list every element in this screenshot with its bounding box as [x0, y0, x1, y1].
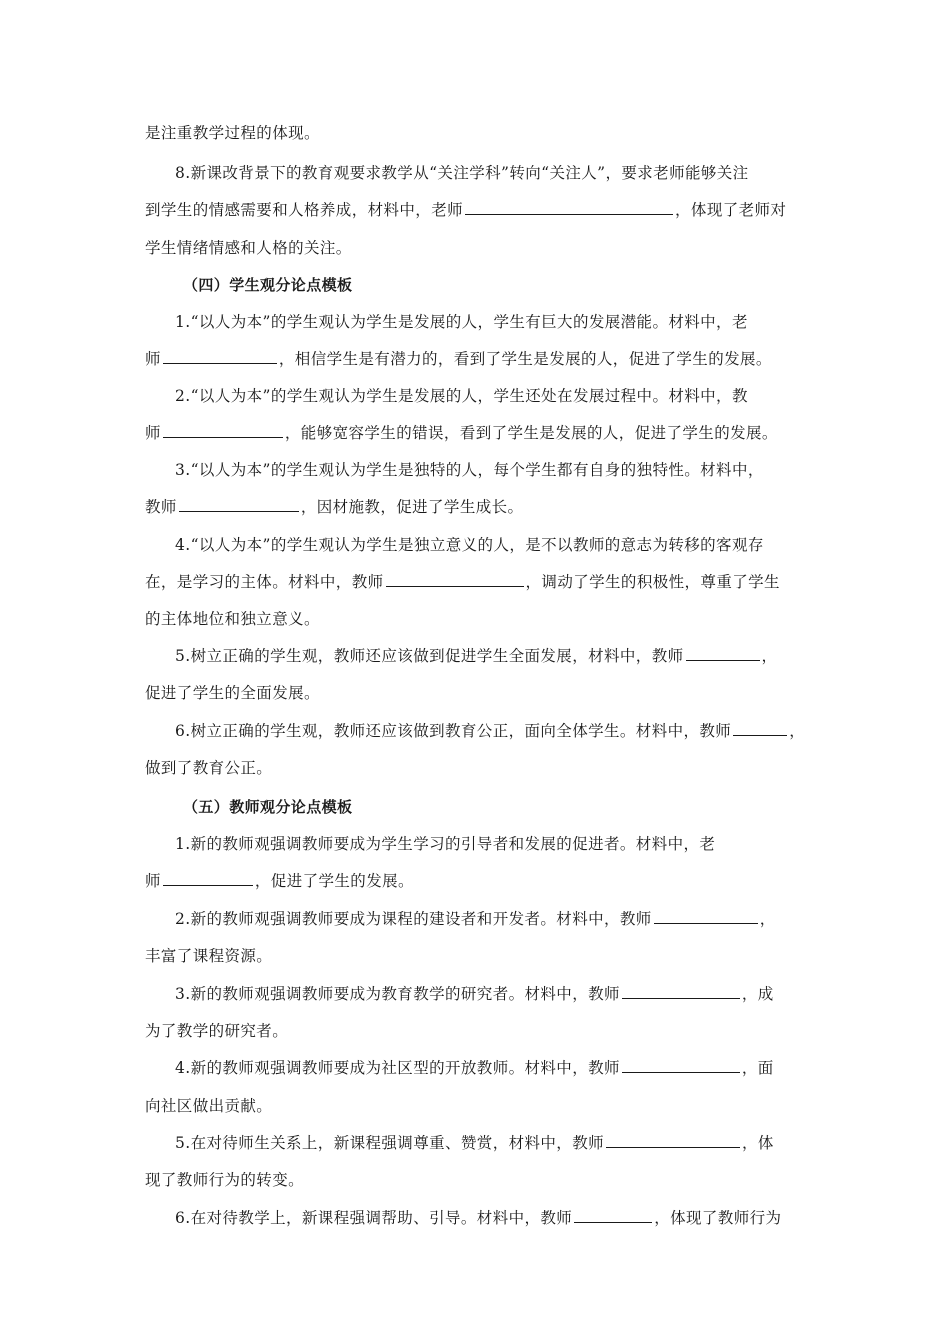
fill-in-blank[interactable] — [733, 719, 787, 736]
heading-text: （五）教师观分论点模板 — [183, 798, 353, 816]
text: 为了教学的研究者。 — [145, 1022, 289, 1040]
text: ， — [789, 722, 806, 740]
paragraph-line — [175, 982, 810, 1006]
fill-in-blank[interactable] — [686, 644, 760, 661]
paragraph-line — [145, 756, 810, 780]
text: 3.新的教师观强调教师要成为教育教学的研究者。材料中，教师 — [175, 985, 620, 1003]
paragraph-line — [145, 1168, 810, 1192]
fill-in-blank[interactable] — [163, 347, 277, 364]
paragraph-line — [145, 421, 810, 445]
text: ，体 — [742, 1134, 774, 1152]
text: 5.树立正确的学生观，教师还应该做到促进学生全面发展，材料中，教师 — [175, 647, 684, 665]
text: ，相信学生是有潜力的，看到了学生是发展的人，促进了学生的发展。 — [278, 350, 772, 368]
text: ， — [761, 647, 778, 665]
text: ，因材施教，促进了学生成长。 — [300, 498, 524, 516]
text: 到学生的情感需要和人格养成，材料中，老师 — [145, 201, 464, 219]
text: 1.“以人为本”的学生观认为学生是发展的人，学生有巨大的发展潜能。材料中，老 — [175, 313, 748, 331]
text: 4.“以人为本”的学生观认为学生是独立意义的人，是不以教师的意志为转移的客观存 — [175, 536, 764, 554]
text: 6.在对待教学上，新课程强调帮助、引导。材料中，教师 — [175, 1209, 573, 1227]
text: ， — [759, 910, 776, 928]
paragraph-line — [175, 907, 810, 931]
text: 师 — [145, 350, 161, 368]
paragraph-line — [145, 198, 810, 222]
paragraph-line — [175, 384, 810, 408]
text: 5.在对待师生关系上，新课程强调尊重、赞赏，材料中，教师 — [175, 1134, 604, 1152]
text: 教师 — [145, 498, 177, 516]
text: ，调动了学生的积极性，尊重了学生 — [525, 573, 780, 591]
paragraph-line — [175, 719, 810, 743]
text: 2.新的教师观强调教师要成为课程的建设者和开发者。材料中，教师 — [175, 910, 652, 928]
paragraph-line — [175, 644, 810, 668]
text: 6.树立正确的学生观，教师还应该做到教育公正，面向全体学生。材料中，教师 — [175, 722, 732, 740]
text: 向社区做出贡献。 — [145, 1097, 273, 1115]
fill-in-blank[interactable] — [574, 1206, 652, 1223]
fill-in-blank[interactable] — [163, 421, 283, 438]
text: 是注重教学过程的体现。 — [145, 124, 320, 142]
paragraph-line — [145, 944, 810, 968]
text: 学生情绪情感和人格的关注。 — [145, 239, 352, 257]
text: 师 — [145, 872, 161, 890]
paragraph-line — [175, 1131, 810, 1155]
text: 丰富了课程资源。 — [145, 947, 273, 965]
paragraph-line — [145, 236, 810, 260]
section-heading-5 — [183, 795, 848, 819]
text: 师 — [145, 424, 161, 442]
text: 促进了学生的全面发展。 — [145, 684, 320, 702]
paragraph-line — [145, 869, 810, 893]
paragraph-line — [175, 161, 810, 185]
paragraph-line — [145, 1019, 810, 1043]
fill-in-blank[interactable] — [622, 982, 740, 999]
fill-in-blank[interactable] — [465, 198, 673, 215]
paragraph-line — [175, 832, 810, 856]
fill-in-blank[interactable] — [654, 907, 758, 924]
heading-text: （四）学生观分论点模板 — [183, 276, 353, 294]
text: ，能够宽容学生的错误，看到了学生是发展的人，促进了学生的发展。 — [284, 424, 778, 442]
text: 3.“以人为本”的学生观认为学生是独特的人，每个学生都有自身的独特性。材料中， — [175, 461, 764, 479]
paragraph-line — [145, 570, 810, 594]
paragraph-line — [175, 310, 810, 334]
text: 2.“以人为本”的学生观认为学生是发展的人，学生还处在发展过程中。材料中，教 — [175, 387, 748, 405]
text: ，面 — [741, 1059, 774, 1077]
text: 做到了教育公正。 — [145, 759, 273, 777]
text: ，体现了老师对 — [675, 201, 787, 219]
paragraph-line — [175, 458, 810, 482]
text: 的主体地位和独立意义。 — [145, 610, 320, 628]
fill-in-blank[interactable] — [163, 869, 253, 886]
text: 1.新的教师观强调教师要成为学生学习的引导者和发展的促进者。材料中，老 — [175, 835, 716, 853]
fill-in-blank[interactable] — [386, 570, 524, 587]
fill-in-blank[interactable] — [606, 1131, 740, 1148]
paragraph-line — [175, 533, 810, 557]
paragraph-line — [175, 1206, 810, 1230]
fill-in-blank[interactable] — [179, 495, 299, 512]
paragraph-line — [145, 121, 810, 145]
paragraph-line — [145, 1094, 810, 1118]
text: ，促进了学生的发展。 — [254, 872, 414, 890]
section-heading-4 — [183, 273, 848, 297]
text: ，成 — [741, 985, 774, 1003]
paragraph-line — [145, 681, 810, 705]
paragraph-line — [145, 607, 810, 631]
fill-in-blank[interactable] — [622, 1056, 740, 1073]
paragraph-line — [175, 1056, 810, 1080]
text: ，体现了教师行为 — [654, 1209, 782, 1227]
paragraph-line — [145, 495, 810, 519]
text: 4.新的教师观强调教师要成为社区型的开放教师。材料中，教师 — [175, 1059, 620, 1077]
paragraph-line — [145, 347, 810, 371]
text: 8.新课改背景下的教育观要求教学从“关注学科”转向“关注人”，要求老师能够关注 — [175, 164, 749, 182]
text: 在，是学习的主体。材料中，教师 — [145, 573, 384, 591]
text: 现了教师行为的转变。 — [145, 1171, 305, 1189]
